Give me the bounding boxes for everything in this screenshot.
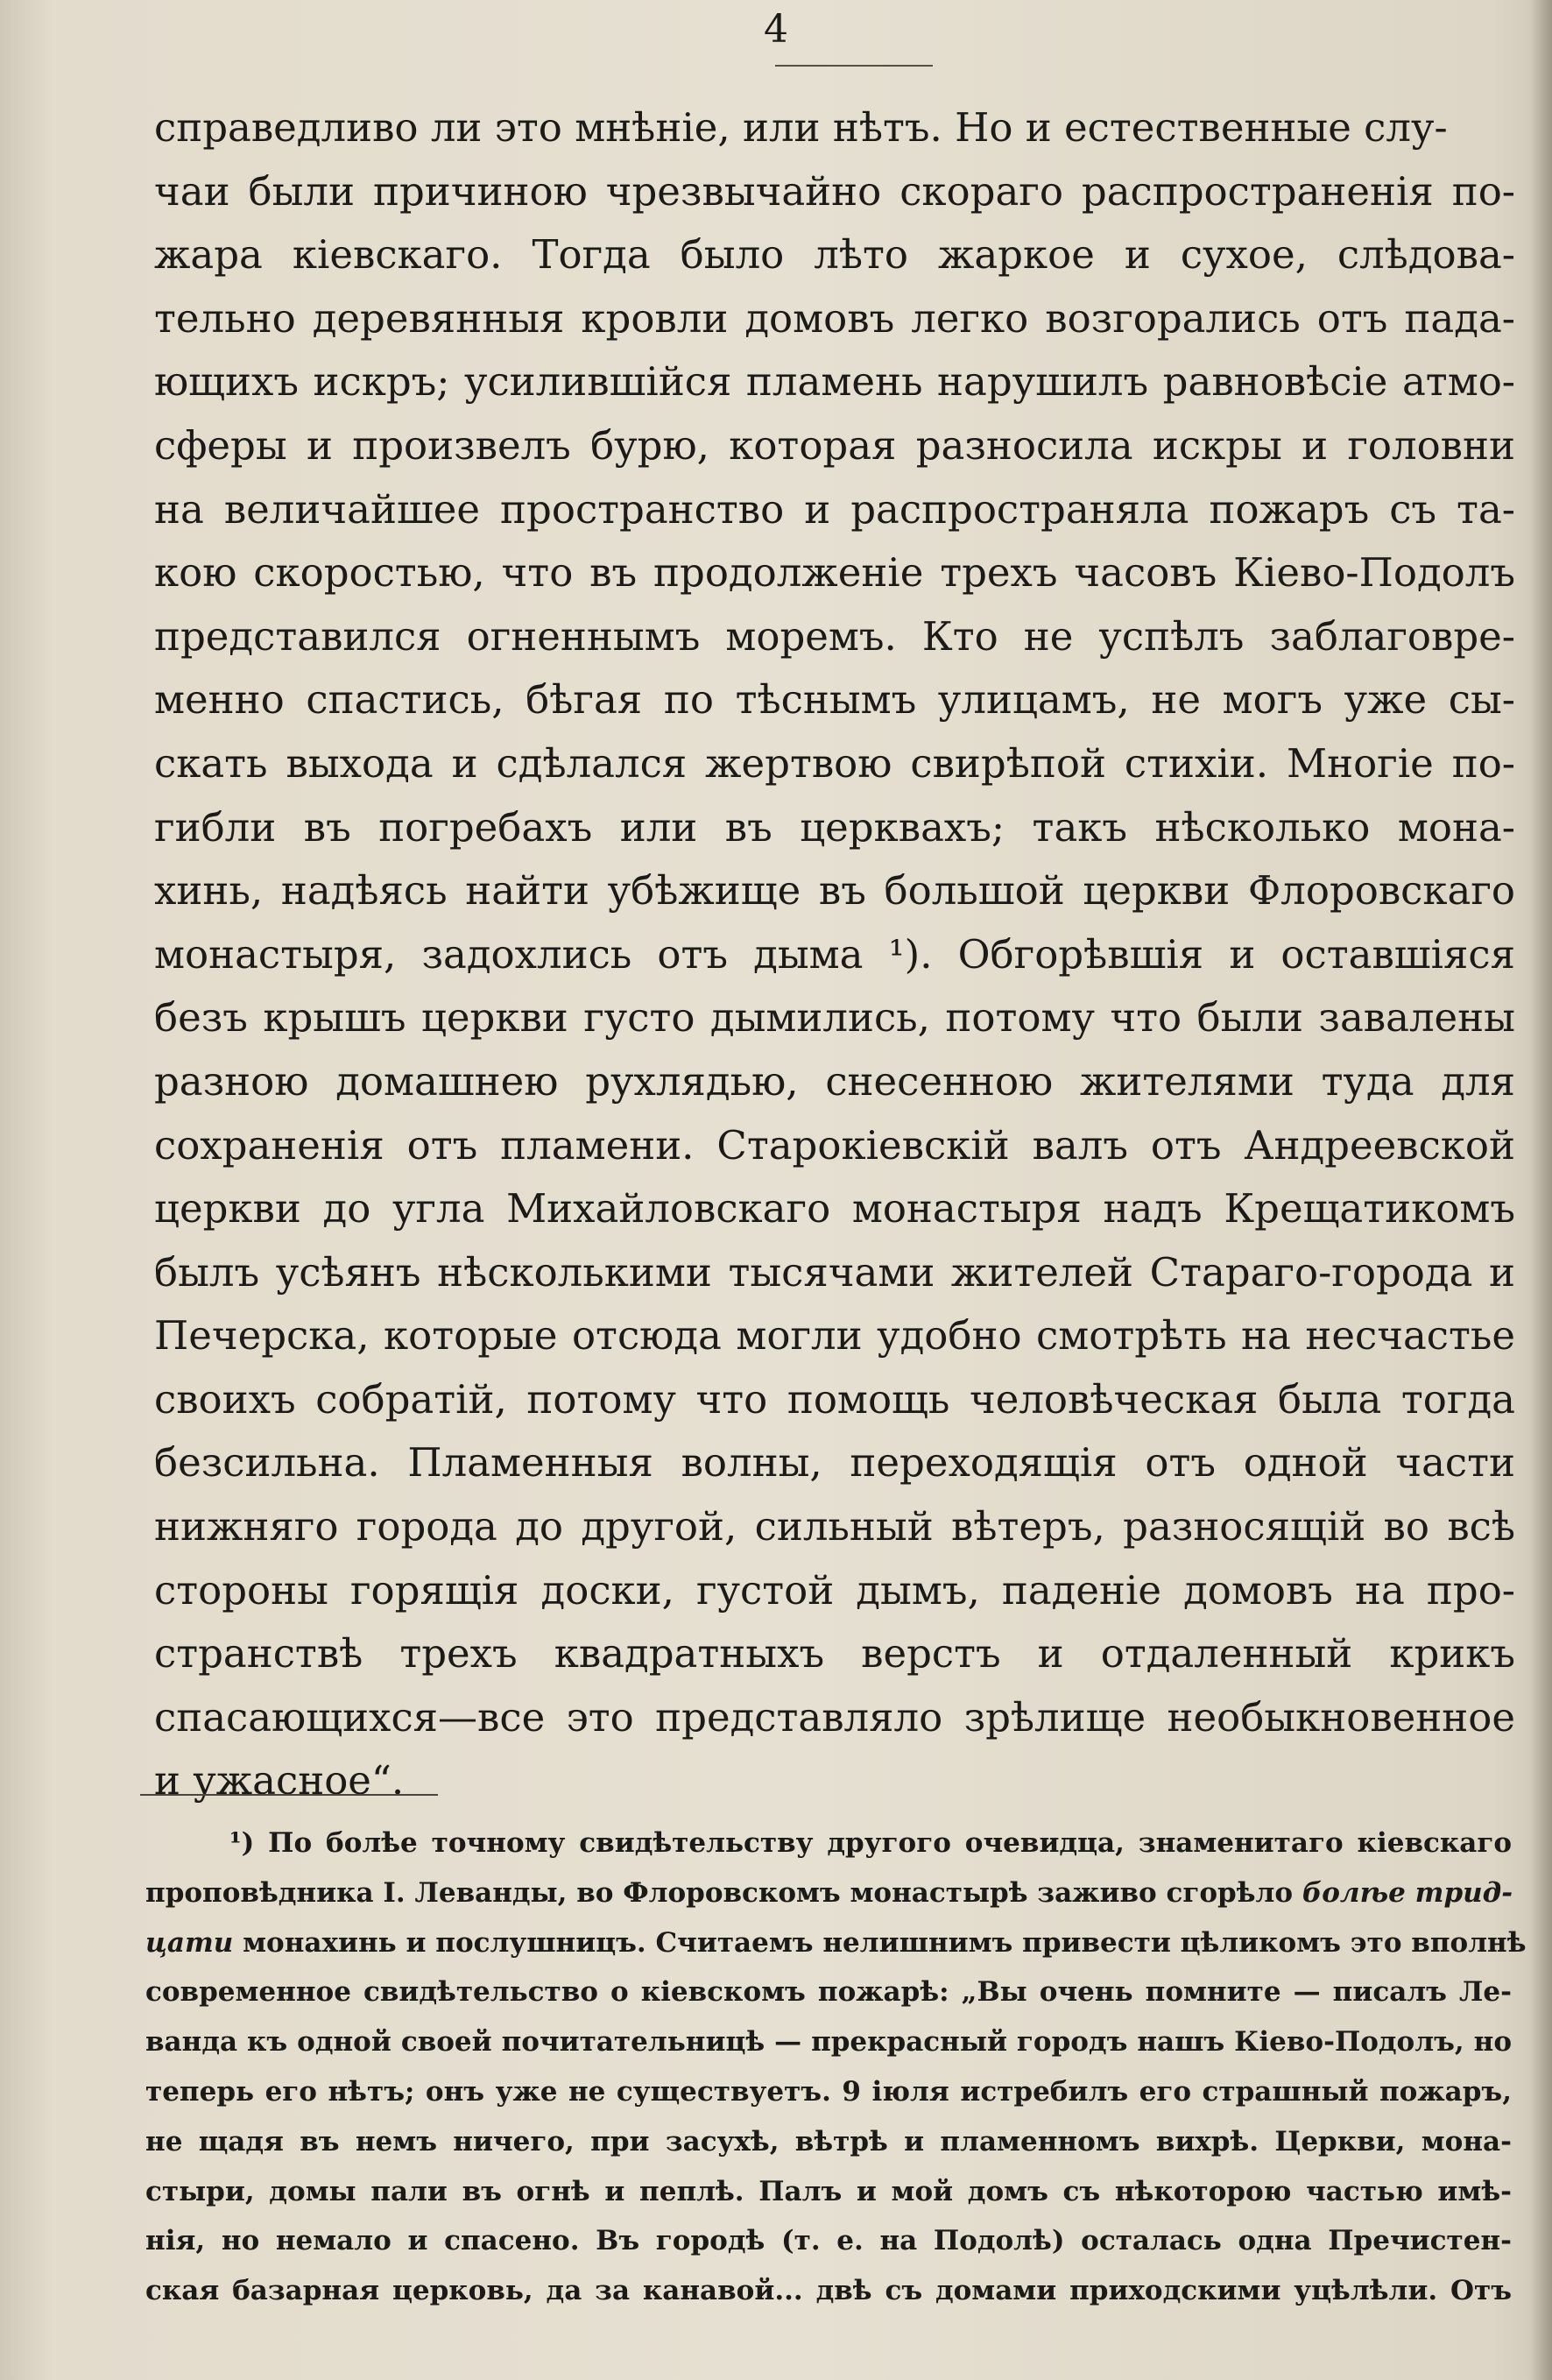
body-line-footnote-ref: монастыря, задохлись отъ дыма ¹). Обгорѣвшія и оставшіяся [154,930,1515,978]
body-line: сферы и произвелъ бурю, которая разносила искры и головни [154,421,1515,469]
footnote-rule [140,1794,438,1796]
body-line: чаи были причиною чрезвычайно скораго распространенія по- [154,167,1515,215]
body-line: на величайшее пространство и распространяла пожаръ съ та- [154,485,1515,533]
body-line: справедливо ли это мнѣніе, или нѣтъ. Но и естественные слу- [154,104,1448,151]
body-line: представился огненнымъ моремъ. Кто не успѣлъ заблаговре- [154,612,1515,660]
footnote [145,1819,1527,2316]
body-line: церкви до угла Михайловскаго монастыря надъ Крещатикомъ [154,1185,1515,1232]
body-line: и ужасное“. [154,1757,405,1804]
body-line: менно спастись, бѣгая по тѣснымъ улицамъ, не могъ уже сы- [154,676,1515,724]
footnote-line-text: По болѣе точному свидѣтельству другого очевидца, знаменитаго кіевскаго [268,1827,1513,1859]
body-line: сохраненія отъ пламени. Старокіевскій валъ отъ Андреевской [154,1121,1515,1169]
footnote-line: современное свидѣтельство о кіевскомъ пожарѣ: „Вы очень помните — писалъ Ле- [145,1976,1512,2009]
body-line: Печерска, которые отсюда могли удобно смотрѣть на несчастье [154,1312,1515,1359]
footnote-line-text: проповѣдника І. Леванды, во Флоровскомъ монастырѣ заживо сгорѣло [145,1876,1302,1909]
footnote-emphasis: цати [145,1926,234,1959]
footnote-line: не щадя въ немъ ничего, при засухѣ, вѣтрѣ и пламенномъ вихрѣ. Церкви, мона- [145,2125,1512,2158]
footnote-line [145,1819,1512,1868]
body-line: тельно деревянныя кровли домовъ легко возгорались отъ пада- [154,294,1515,342]
body-line: своихъ собратій, потому что помощь человѣческая была тогда [154,1375,1515,1423]
footnote-line: стыри, домы пали въ огнѣ и пеплѣ. Палъ и мой домъ съ нѣкоторою частью имѣ- [145,2175,1512,2207]
footnote-marker: ¹) [229,1827,255,1859]
body-line: жара кіевскаго. Тогда было лѣто жаркое и сухое, слѣдова- [154,231,1515,279]
footnote-line: теперь его нѣтъ; онъ уже не существуетъ. 9 іюля истребилъ его страшный пожаръ, [145,2075,1512,2108]
body-line: кою скоростью, что въ продолженіе трехъ часовъ Кіево-Подолъ [154,549,1515,597]
footnote-line [145,1918,1527,1968]
body-line: гибли въ погребахъ или въ церквахъ; такъ нѣсколько мона- [154,803,1515,851]
body-line: хинь, надѣясь найти убѣжище въ большой церкви Флоровскаго [154,867,1515,915]
footnote-line: нія, но немало и спасено. Въ городѣ (т. е. на Подолѣ) осталась одна Пречистен- [145,2225,1512,2257]
body-line: безъ крышъ церкви густо дымились, потому что были завалены [154,994,1515,1042]
header-rule [775,65,933,67]
footnote-line: ванда къ одной своей почитательницѣ — прекрасный городъ нашъ Кіево-Подолъ, но [145,2026,1512,2059]
page-number: 4 [764,7,788,52]
footnote-line: ская базарная церковь, да за канавой... двѣ съ домами приходскими уцѣлѣли. Отъ [145,2275,1512,2307]
body-line: стороны горящія доски, густой дымъ, паденіе домовъ на про- [154,1566,1515,1614]
body-line: странствѣ трехъ квадратныхъ верстъ и отдаленный крикъ [154,1630,1515,1677]
footnote-emphasis: болѣе трид- [1302,1876,1513,1909]
body-text [154,96,1515,1813]
page-edge-shadow [1529,0,1552,2380]
body-line: разною домашнею рухлядью, снесенною жителями туда для [154,1057,1515,1105]
body-line: былъ усѣянъ нѣсколькими тысячами жителей Стараго-города и [154,1248,1515,1296]
footnote-line [145,1868,1512,1918]
footnote-line-text: монахинь и послушницъ. Считаемъ нелишнимъ привести цѣликомъ это вполнѣ [233,1926,1527,1959]
body-line: нижняго города до другой, сильный вѣтеръ, разносящій во всѣ [154,1503,1515,1550]
body-line: спасающихся—все это представляло зрѣлище необыкновенное [154,1693,1515,1741]
body-line: безсильна. Пламенныя волны, переходящія отъ одной части [154,1439,1515,1487]
body-line: скать выхода и сдѣлался жертвою свирѣпой стихіи. Многіе по- [154,739,1515,787]
body-line: ющихъ искръ; усилившійся пламень нарушилъ равновѣсіе атмо- [154,358,1515,406]
